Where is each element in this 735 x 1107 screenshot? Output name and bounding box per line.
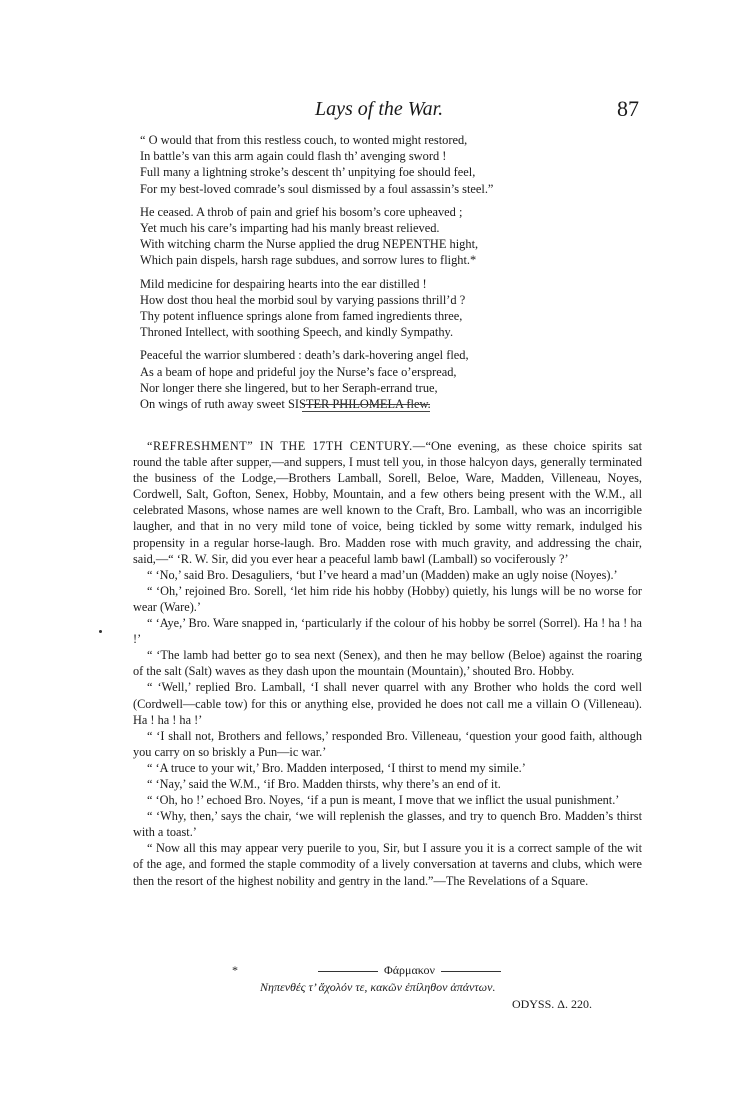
poem-stanza: [140, 347, 620, 412]
paragraph-text: “One evening, as these choice spirits sat round the table after supper,—and suppers, I must tell you, in those halcyon days, generally terminated the business of the Lodge,—Brothers Lamball, Sorell, Beloe, Ware, Madden, Villeneau, Noyes, Cordwell, Salt, Gofton, Senex, Hobby, Mountain, and a few others being present with the W.M., all celebrated Masons, whose names are well known to the Craft, Bro. Lamball, who was an incorrigible laugher, and that in no very mild tone of voice, being tickled by some witty remark, indulged his propensity in a regular horse-laugh. Bro. Madden rose with much gravity, and addressing the chair, said,—“ ‘R. W. Sir, did you ever hear a peaceful lamb bawl (Lamball) so vociferously ?’: [133, 439, 642, 566]
article: [133, 438, 642, 889]
poem-line: As a beam of hope and prideful joy the Nurse’s face o’erspread,: [140, 364, 457, 379]
poem-line: For my best-loved comrade’s soul dismissed by a foul assassin’s steel.”: [140, 181, 494, 196]
article-paragraph: “ ‘Oh,’ rejoined Bro. Sorell, ‘let him ride his hobby (Hobby) quietly, his lungs will be no worse for wear (Ware).’: [133, 583, 642, 614]
article-paragraph: “ Now all this may appear very puerile to you, Sir, but I assure you it is a correct sample of the wit of the age, and formed the staple commodity of a lively conversation at taverns and clubs, which were then the resort of the highest nobility and gentry in the land.”—The Revelations of a Square.: [133, 841, 642, 888]
poem-stanza: [140, 204, 620, 269]
poem-line: Nor longer there she lingered, but to her Seraph-errand true,: [140, 380, 438, 395]
footnote-citation: ODYSS. Δ. 220.: [511, 997, 592, 1011]
poem-line: Peaceful the warrior slumbered : death’s dark-hovering angel fled,: [140, 348, 469, 363]
footnote-mark: *: [232, 963, 238, 977]
article-paragraph: “ ‘Oh, ho !’ echoed Bro. Noyes, ‘if a pun is meant, I move that we inflict the usual punishment.’: [147, 793, 620, 808]
footnote: [232, 962, 592, 1013]
footnote-greek-word: Φάρμακον: [312, 962, 507, 979]
poem-line: Which pain dispels, harsh rage subdues, and sorrow lures to flight.*: [140, 253, 477, 268]
footnote-first-line: [232, 962, 592, 979]
article-paragraph: “ ‘I shall not, Brothers and fellows,’ responded Bro. Villeneau, ‘question your good faith, although you carry on so briskly a Pun—ic war.’: [133, 728, 642, 759]
article-paragraph: “ ‘A truce to your wit,’ Bro. Madden interposed, ‘I thirst to mend my simile.’: [147, 760, 526, 775]
poem-line: Mild medicine for despairing hearts into the ear distilled !: [140, 276, 427, 291]
poem-stanza: [140, 276, 620, 341]
poem-line: On wings of ruth away sweet SISTER PHILOMELA flew.: [140, 397, 431, 412]
running-title: Lays of the War.: [315, 98, 444, 120]
poem-line: Thy potent influence springs alone from famed ingredients three,: [140, 309, 463, 324]
page-header: [0, 98, 735, 126]
article-paragraph: “ ‘Well,’ replied Bro. Lamball, ‘I shall never quarrel with any Brother who holds the cord well (Cordwell—cable tow) for this or anything else, provided he does not call me a villain O (Villeneau). Ha ! ha ! ha !’: [133, 680, 642, 727]
margin-dot: [99, 630, 102, 633]
article-paragraph: “ ‘The lamb had better go to sea next (Senex), and then he may bellow (Beloe) against the roaring of the salt (Salt) waves as they dash upon the mountain (Mountain),’ shouted Bro. Hobby.: [133, 648, 642, 679]
article-paragraph: “ ‘No,’ said Bro. Desaguliers, ‘but I’ve heard a mad’un (Madden) make an ugly noise (Noyes).’: [147, 567, 618, 582]
page-number: 87: [617, 96, 639, 121]
poem: [140, 132, 620, 419]
footnote-greek-quote: Νηπενθές τ’ ἄχολόν τε, κακῶν ἐπίληθον ἁπάντων.: [260, 980, 496, 994]
article-paragraph: “ ‘Nay,’ said the W.M., ‘if Bro. Madden thirsts, why there’s an end of it.: [147, 776, 501, 791]
poem-line: How dost thou heal the morbid soul by varying passions thrill’d ?: [140, 292, 466, 307]
poem-line: “ O would that from this restless couch, to wonted might restored,: [140, 133, 468, 147]
poem-line: In battle’s van this arm again could flash th’ avenging sword !: [140, 149, 447, 164]
article-heading: “REFRESHMENT” IN THE 17TH CENTURY.—: [147, 439, 426, 453]
article-paragraph: [133, 438, 642, 567]
section-divider: [302, 404, 430, 412]
article-paragraph: “ ‘Why, then,’ says the chair, ‘we will replenish the glasses, and try to quench Bro. Madden’s thirst with a toast.’: [133, 809, 642, 840]
poem-line: With witching charm the Nurse applied the drug NEPENTHE hight,: [140, 237, 479, 252]
poem-line: Full many a lightning stroke’s descent th’ unpitying foe should feel,: [140, 165, 476, 180]
poem-line: He ceased. A throb of pain and grief his bosom’s core upheaved ;: [140, 204, 463, 219]
poem-stanza: [140, 132, 620, 197]
poem-line: Throned Intellect, with soothing Speech, and kindly Sympathy.: [140, 325, 454, 340]
article-paragraph: “ ‘Aye,’ Bro. Ware snapped in, ‘particularly if the colour of his hobby be sorrel (Sorrel). Ha ! ha ! ha !’: [133, 616, 642, 647]
poem-line: Yet much his care’s imparting had his manly breast relieved.: [140, 221, 440, 236]
